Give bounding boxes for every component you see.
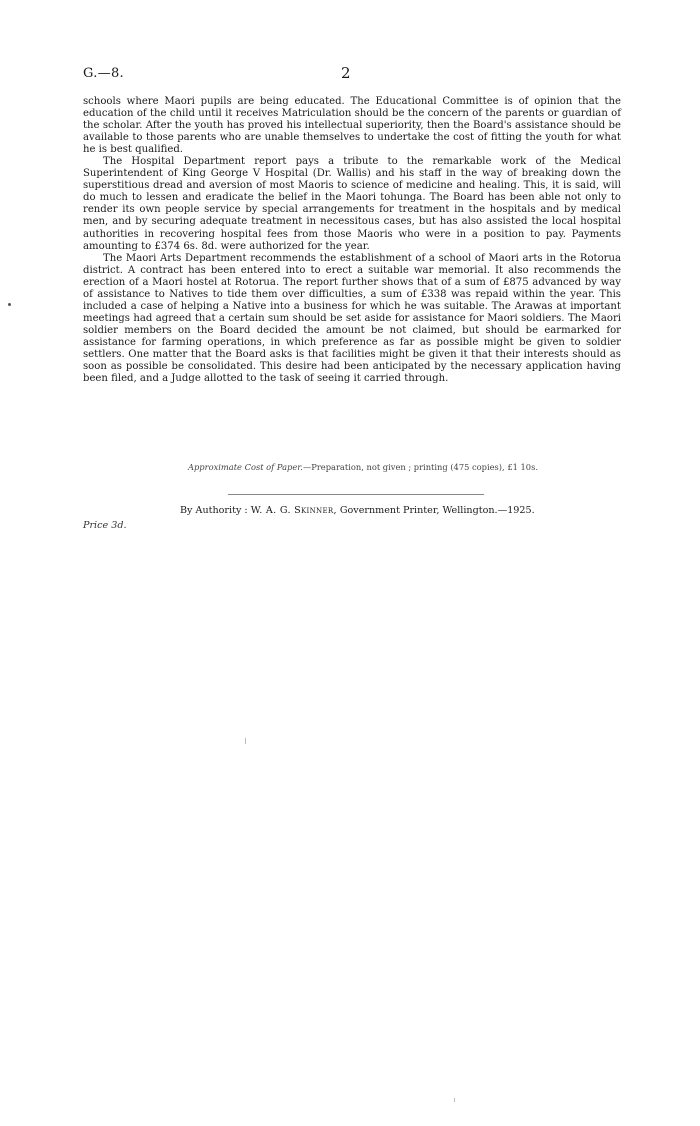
margin-mark <box>8 303 11 306</box>
page-number: 2 <box>341 64 351 82</box>
scan-speck <box>454 1098 455 1102</box>
cost-note-label: Approximate Cost of Paper. <box>188 462 303 472</box>
paper-reference: G.—8. <box>83 66 124 81</box>
price-label: Price 3d. <box>83 520 127 531</box>
divider-rule <box>228 494 484 495</box>
paragraph-education: schools where Maori pupils are being educated. The Educational Committee is of opinion that the education of the child until it receives Matriculation should be the concern of the parents or guardian of the scholar. After the youth has proved his intellectual superiority, then the Board's assistance should be available to those parents who are unable themselves to undertake the cost of fitting the youth for what he is best qualified. <box>83 96 621 156</box>
printer-imprint <box>180 505 535 516</box>
scan-speck <box>245 738 246 744</box>
cost-note-text: —Preparation, not given ; printing (475 copies), £1 10s. <box>302 462 538 472</box>
printer-name: W. A. G. Skinner, <box>250 505 337 516</box>
body-text <box>83 96 621 385</box>
paragraph-hospital: The Hospital Department report pays a tribute to the remarkable work of the Medical Superintendent of King George V Hospital (Dr. Wallis) and his staff in the way of breaking down the superstitious dread and aversion of most Maoris to science of medicine and healing. This, it is said, will do much to lessen and eradicate the belief in the Maori tohunga. The Board has been able not only to render its own people service by special arrangements for treatment in the hospitals and by medical men, and by securing adequate treatment in necessitous cases, but has also assisted the local hospital authorities in recovering hospital fees from those Maoris who were in a position to pay. Payments amounting to £374 6s. 8d. were authorized for the year. <box>83 156 621 252</box>
cost-of-paper-note <box>188 462 538 472</box>
imprint-prefix: By Authority : <box>180 505 248 516</box>
imprint-suffix: Government Printer, Wellington.—1925. <box>339 505 535 516</box>
paragraph-maori-arts: The Maori Arts Department recommends the establishment of a school of Maori arts in the Rotorua district. A contract has been entered into to erect a suitable war memorial. It also recommends the erection of a Maori hostel at Rotorua. The report further shows that of a sum of £875 advanced by way of assistance to Natives to tide them over difficulties, a sum of £338 was repaid within the year. This included a case of helping a Native into a business for which he was suitable. The Arawas at important meetings had agreed that a certain sum should be set aside for assistance for Maori soldiers. The Maori soldier members on the Board decided the amount be not claimed, but should be earmarked for assistance for farming operations, in which preference as far as possible might be given to soldier settlers. One matter that the Board asks is that facilities might be given it that their interests should as soon as possible be consolidated. This desire had been anticipated by the necessary application having been filed, and a Judge allotted to the task of seeing it carried through. <box>83 252 621 385</box>
